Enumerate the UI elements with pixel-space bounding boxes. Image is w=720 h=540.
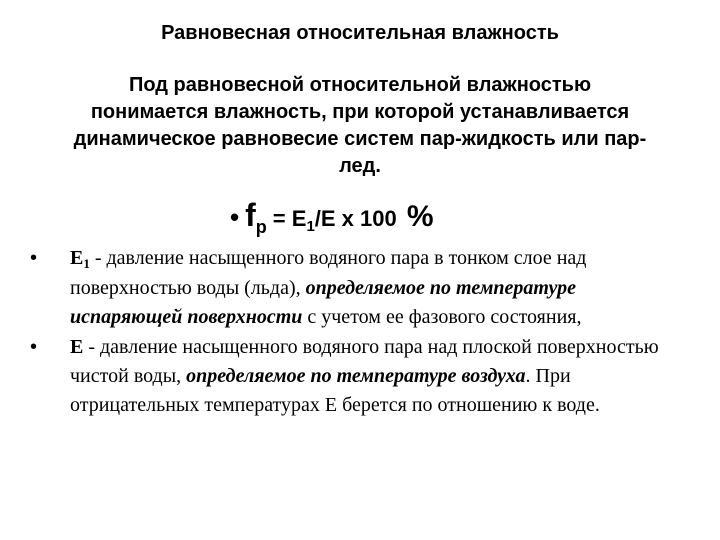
formula-equals: = bbox=[272, 206, 286, 231]
slide-title: Равновесная относительная влажность bbox=[161, 22, 559, 44]
e1-text-before: - давление насыщенного водяного пара в тонком слое над поверхностью воды (льда), bbox=[70, 247, 587, 299]
symbol-e1: E bbox=[70, 247, 84, 269]
bullet-icon: • bbox=[30, 336, 38, 358]
formula-bullet: • bbox=[230, 202, 240, 232]
e-emphasis: определяемое по температуре воздуха bbox=[186, 365, 526, 387]
e1-emphasis: определяемое по температуре испаряющей поверхности bbox=[70, 277, 576, 328]
formula-lhs-subscript: p bbox=[255, 217, 267, 237]
bullet-icon: • bbox=[30, 247, 38, 269]
e-text-before: - давление насыщенного водяного пара над плоской поверхностью чистой воды, bbox=[70, 336, 659, 387]
symbol-e: E bbox=[70, 336, 84, 358]
explanations-list bbox=[30, 244, 680, 421]
formula-lhs: f bbox=[245, 197, 256, 233]
definition-text: Под равновесной относительной влажностью понимается влажность, при которой устанавливается динамическое равновесие систем пар-жидкость или пар-лед. bbox=[73, 74, 647, 177]
list-item-e1 bbox=[30, 244, 680, 332]
formula-numerator-subscript: 1 bbox=[306, 218, 315, 235]
e-text-after: . При отрицательных температурах Е берется по отношению к воде. bbox=[70, 365, 600, 416]
list-item-e bbox=[30, 333, 680, 420]
e1-text-after: с учетом ее фазового состояния, bbox=[302, 306, 582, 328]
formula-percent: % bbox=[406, 200, 434, 233]
symbol-e1-subscript: 1 bbox=[83, 256, 90, 271]
formula-numerator: E bbox=[291, 206, 307, 231]
formula bbox=[230, 195, 434, 242]
formula-rest: /E x 100 bbox=[314, 206, 397, 231]
